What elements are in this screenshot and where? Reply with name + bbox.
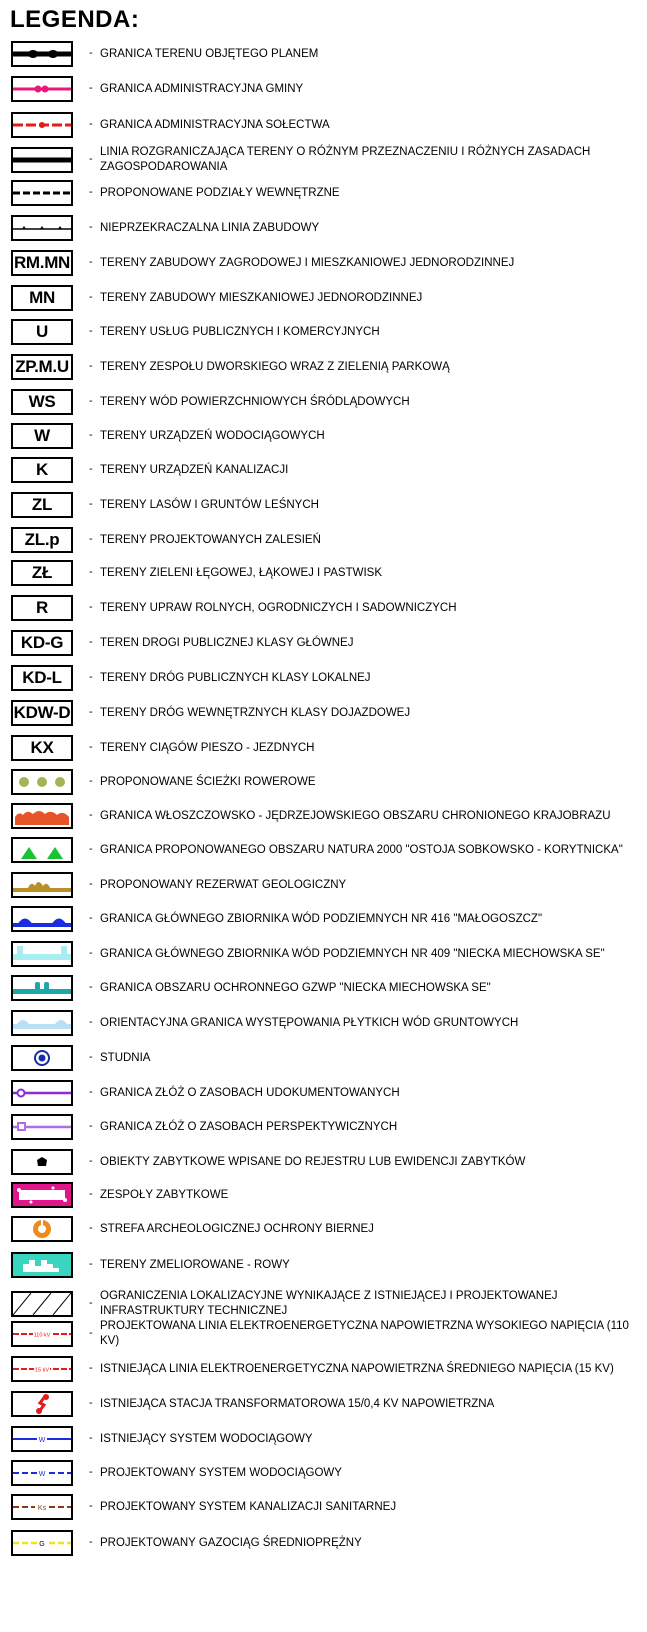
legend-dash: - [89, 47, 93, 59]
legend-symbol-linia-zabudowy [11, 215, 73, 241]
legend-item [0, 906, 647, 932]
legend-symbol-code-label: RM.MN [13, 253, 71, 272]
legend-label: LINIA ROZGRANICZAJĄCA TERENY O RÓŻNYM PRZEZNACZENIU I RÓŻNYCH ZASADACH ZAGOSPODAROWANIA [100, 146, 591, 173]
legend-symbol-zabytki [11, 1149, 73, 1175]
legend-dash: - [89, 498, 93, 510]
legend-symbol-code-label: U [36, 322, 48, 341]
legend-dash: - [89, 1016, 93, 1028]
legend-symbol-code-label: KDW-D [13, 703, 71, 722]
legend-label: TERENY URZĄDZEŃ KANALIZACJI [100, 463, 289, 476]
legend-dash: - [89, 1188, 93, 1200]
legend-symbol-code [11, 285, 73, 311]
legend-dash: - [89, 947, 93, 959]
legend-symbol-studnia [11, 1045, 73, 1071]
legend-symbol-code-label: WS [28, 392, 56, 411]
legend-item [0, 665, 647, 691]
legend-symbol-code [11, 595, 73, 621]
legend-label: TERENY URZĄDZEŃ WODOCIĄGOWYCH [100, 429, 325, 442]
legend-symbol-code-label: W [34, 426, 50, 445]
legend-label: TERENY ZESPOŁU DWORSKIEGO WRAZ Z ZIELENIĄ PARKOWĄ [100, 360, 450, 373]
legend-item [0, 1252, 647, 1278]
legend-symbol-code [11, 700, 73, 726]
legend-item [0, 1182, 647, 1208]
legend-symbol-plytkie [11, 1010, 73, 1036]
legend-symbol-natura [11, 837, 73, 863]
legend-symbol-zmeliorowane [11, 1252, 73, 1278]
legend-symbol-podzialy [11, 180, 73, 206]
legend-dash: - [89, 878, 93, 890]
legend-symbol-ochronny [11, 975, 73, 1001]
svg-text:Ks: Ks [37, 1505, 47, 1512]
legend-label: ISTNIEJĄCA LINIA ELEKTROENERGETYCZNA NAPOWIETRZNA ŚREDNIEGO NAPIĘCIA (15 KV) [100, 1362, 614, 1375]
legend-symbol-code [11, 527, 73, 553]
legend-dash: - [89, 463, 93, 475]
legend-item [0, 975, 647, 1001]
legend-label: TERENY DRÓG PUBLICZNYCH KLASY LOKALNEJ [100, 671, 371, 684]
legend-item [0, 1045, 647, 1071]
legend-symbol-archeo [11, 1216, 73, 1242]
legend-item [0, 76, 647, 102]
legend-item [0, 1356, 647, 1382]
legend-dash: - [89, 82, 93, 94]
legend-dash: - [89, 1536, 93, 1548]
legend-symbol-zloza-persp [11, 1114, 73, 1140]
legend-symbol-code-label: KD-L [22, 668, 62, 687]
legend-dash: - [89, 706, 93, 718]
legend-symbol-code [11, 354, 73, 380]
legend-label: PROJEKTOWANY GAZOCIĄG ŚREDNIOPRĘŻNY [100, 1536, 362, 1549]
legend-symbol-granica-terenu [11, 41, 73, 67]
legend-symbol-wod-proj [11, 1460, 73, 1486]
legend-symbol-code-label: MN [29, 288, 55, 307]
legend-symbol-code-label: KD-G [20, 633, 64, 652]
legend-label: ORIENTACYJNA GRANICA WYSTĘPOWANIA PŁYTKICH WÓD GRUNTOWYCH [100, 1016, 519, 1029]
legend-symbol-gaz-proj [11, 1530, 73, 1556]
legend-label: PROJEKTOWANY SYSTEM WODOCIĄGOWY [100, 1466, 342, 1479]
legend-dash: - [89, 1466, 93, 1478]
svg-text:W: W [38, 1437, 46, 1444]
legend-symbol-code [11, 492, 73, 518]
legend-item [0, 147, 647, 173]
legend-label: ISTNIEJĄCY SYSTEM WODOCIĄGOWY [100, 1432, 313, 1445]
legend-dash: - [89, 981, 93, 993]
legend-symbol-code [11, 389, 73, 415]
legend-label: PROPONOWANE PODZIAŁY WEWNĘTRZNE [100, 186, 340, 199]
legend-symbol-code [11, 630, 73, 656]
legend-label: TERENY CIĄGÓW PIESZO - JEZDNYCH [100, 741, 315, 754]
legend-label: TERENY ZMELIOROWANE - ROWY [100, 1258, 290, 1271]
legend-dash: - [89, 843, 93, 855]
legend-dash: - [89, 912, 93, 924]
legend-item [0, 41, 647, 67]
legend-symbol-code [11, 457, 73, 483]
legend-label: STREFA ARCHEOLOGICZNEJ OCHRONY BIERNEJ [100, 1222, 374, 1235]
legend-symbol-code [11, 735, 73, 761]
legend-symbol-zespoly [11, 1182, 73, 1208]
legend-label: NIEPRZEKRACZALNA LINIA ZABUDOWY [100, 221, 320, 234]
legend-item [0, 457, 647, 483]
legend-item [0, 1291, 647, 1317]
legend-label: TEREN DROGI PUBLICZNEJ KLASY GŁÓWNEJ [100, 636, 354, 649]
legend-label: GRANICA OBSZARU OCHRONNEGO GZWP "NIECKA MIECHOWSKA SE" [100, 981, 491, 994]
legend-item [0, 1321, 647, 1347]
legend-item [0, 837, 647, 863]
legend-item [0, 180, 647, 206]
legend-symbol-code [11, 250, 73, 276]
svg-text:W: W [38, 1471, 46, 1478]
legend-symbol-gzwp409 [11, 941, 73, 967]
legend-item [0, 423, 647, 449]
legend-label: TERENY LASÓW I GRUNTÓW LEŚNYCH [100, 498, 319, 511]
legend-item [0, 1149, 647, 1175]
legend-item [0, 1494, 647, 1520]
legend-label: GRANICA WŁOSZCZOWSKO - JĘDRZEJOWSKIEGO OBSZARU CHRONIONEGO KRAJOBRAZU [100, 809, 611, 822]
legend-item [0, 1426, 647, 1452]
legend-item [0, 527, 647, 553]
legend-item [0, 803, 647, 829]
legend-item [0, 1460, 647, 1486]
legend-dash: - [89, 1362, 93, 1374]
legend-label: OBIEKTY ZABYTKOWE WPISANE DO REJESTRU LUB EWIDENCJI ZABYTKÓW [100, 1155, 526, 1168]
legend-symbol-code-label: KX [30, 738, 54, 757]
svg-text:15 kV: 15 kV [34, 1367, 50, 1374]
legend-dash: - [89, 533, 93, 545]
legend-dash: - [89, 1432, 93, 1444]
legend-symbol-code-label: ZL.p [24, 530, 60, 549]
legend-dash: - [89, 1327, 93, 1339]
legend-label: GRANICA ADMINISTRACYJNA GMINY [100, 82, 304, 95]
legend-dash: - [89, 601, 93, 613]
legend-item [0, 112, 647, 138]
legend-item [0, 492, 647, 518]
legend-dash: - [89, 1297, 93, 1309]
legend-dash: - [89, 429, 93, 441]
legend-dash: - [89, 741, 93, 753]
legend-dash: - [89, 1222, 93, 1234]
legend-dash: - [89, 118, 93, 130]
legend-item [0, 1114, 647, 1140]
legend-item [0, 1080, 647, 1106]
legend-dash: - [89, 291, 93, 303]
legend-item [0, 389, 647, 415]
legend-label: GRANICA ADMINISTRACYJNA SOŁECTWA [100, 118, 330, 131]
legend-symbol-code [11, 319, 73, 345]
legend-dash: - [89, 1397, 93, 1409]
legend-label: ZESPOŁY ZABYTKOWE [100, 1188, 229, 1201]
legend-dash: - [89, 1258, 93, 1270]
legend-dash: - [89, 775, 93, 787]
legend-symbol-linia-rozgraniczajaca [11, 147, 73, 173]
legend-label: GRANICA ZŁÓŻ O ZASOBACH PERSPEKTYWICZNYCH [100, 1120, 398, 1133]
legend-dash: - [89, 221, 93, 233]
legend-label: TERENY PROJEKTOWANYCH ZALESIEŃ [100, 533, 321, 546]
legend-label: PROJEKTOWANA LINIA ELEKTROENERGETYCZNA NAPOWIETRZNA WYSOKIEGO NAPIĘCIA (110 KV) [100, 1320, 629, 1347]
legend-symbol-sciezki [11, 769, 73, 795]
legend-dash: - [89, 636, 93, 648]
legend-symbol-code-label: ZL [31, 495, 53, 514]
legend-symbol-code [11, 560, 73, 586]
legend-item [0, 215, 647, 241]
legend-label: GRANICA GŁÓWNEGO ZBIORNIKA WÓD PODZIEMNYCH NR 416 "MAŁOGOSZCZ" [100, 912, 543, 925]
legend-label: OGRANICZENIA LOKALIZACYJNE WYNIKAJĄCE Z ISTNIEJĄCEJ I PROJEKTOWANEJ INFRASTRUKTURY TECHNICZNEJ [100, 1290, 558, 1317]
legend-dash: - [89, 671, 93, 683]
legend-label: TERENY ZIELENI ŁĘGOWEJ, ŁĄKOWEJ I PASTWISK [100, 566, 383, 579]
legend-label: ISTNIEJĄCA STACJA TRANSFORMATOROWA 15/0,4 KV NAPOWIETRZNA [100, 1397, 495, 1410]
legend-label: TERENY WÓD POWIERZCHNIOWYCH ŚRÓDLĄDOWYCH [100, 395, 410, 408]
legend-item [0, 1391, 647, 1417]
legend-symbol-code-label: ZŁ [31, 563, 53, 582]
legend-item [0, 735, 647, 761]
legend-label: GRANICA GŁÓWNEGO ZBIORNIKA WÓD PODZIEMNYCH NR 409 "NIECKA MIECHOWSKA SE" [100, 947, 605, 960]
legend-label: TERENY DRÓG WEWNĘTRZNYCH KLASY DOJAZDOWEJ [100, 706, 411, 719]
legend-symbol-stacja [11, 1391, 73, 1417]
legend-label: TERENY ZABUDOWY MIESZKANIOWEJ JEDNORODZINNEJ [100, 291, 423, 304]
legend-symbol-rezerwat [11, 872, 73, 898]
legend-item [0, 595, 647, 621]
legend-item [0, 1530, 647, 1556]
legend-symbol-granica-solectwa [11, 112, 73, 138]
legend-item [0, 250, 647, 276]
legend-label: STUDNIA [100, 1051, 151, 1064]
legend-dash: - [89, 256, 93, 268]
legend-symbol-granica-gminy [11, 76, 73, 102]
legend-symbol-linia15 [11, 1356, 73, 1382]
legend-item [0, 1010, 647, 1036]
legend-symbol-zloza-udok [11, 1080, 73, 1106]
legend-label: TERENY ZABUDOWY ZAGRODOWEJ I MIESZKANIOWEJ JEDNORODZINNEJ [100, 256, 515, 269]
legend-dash: - [89, 186, 93, 198]
legend-symbol-ograniczenia [11, 1291, 73, 1317]
legend-dash: - [89, 325, 93, 337]
legend-label: GRANICA ZŁÓŻ O ZASOBACH UDOKUMENTOWANYCH [100, 1086, 400, 1099]
legend-label: PROPONOWANE ŚCIEŻKI ROWEROWE [100, 775, 316, 788]
legend-symbol-code [11, 665, 73, 691]
legend-dash: - [89, 153, 93, 165]
legend-label: TERENY USŁUG PUBLICZNYCH I KOMERCYJNYCH [100, 325, 380, 338]
legend-dash: - [89, 809, 93, 821]
legend-item [0, 941, 647, 967]
svg-text:110 kV: 110 kV [33, 1332, 51, 1339]
legend-symbol-gzwp416 [11, 906, 73, 932]
legend-dash: - [89, 1120, 93, 1132]
legend-dash: - [89, 360, 93, 372]
legend-symbol-code-label: K [36, 460, 48, 479]
legend-symbol-kan-proj [11, 1494, 73, 1520]
legend-label: GRANICA TERENU OBJĘTEGO PLANEM [100, 47, 319, 60]
legend-dash: - [89, 1086, 93, 1098]
legend-item [0, 560, 647, 586]
legend-item [0, 630, 647, 656]
legend-symbol-okch [11, 803, 73, 829]
legend-symbol-code-label: R [36, 598, 48, 617]
legend-label: GRANICA PROPONOWANEGO OBSZARU NATURA 2000 "OSTOJA SOBKOWSKO - KORYTNICKA" [100, 843, 623, 856]
legend-dash: - [89, 395, 93, 407]
legend-label: TERENY UPRAW ROLNYCH, OGRODNICZYCH I SADOWNICZYCH [100, 601, 457, 614]
legend-symbol-code [11, 423, 73, 449]
legend-item [0, 285, 647, 311]
legend-item [0, 354, 647, 380]
legend-item [0, 700, 647, 726]
legend-dash: - [89, 1155, 93, 1167]
legend-symbol-code-label: ZP.M.U [15, 357, 69, 376]
legend-label: PROJEKTOWANY SYSTEM KANALIZACJI SANITARNEJ [100, 1500, 397, 1513]
svg-text:G: G [39, 1541, 45, 1548]
legend-symbol-linia110 [11, 1321, 73, 1347]
legend-dash: - [89, 1051, 93, 1063]
legend-title: LEGENDA: [10, 6, 140, 33]
legend-item [0, 319, 647, 345]
legend-label: PROPONOWANY REZERWAT GEOLOGICZNY [100, 878, 347, 891]
legend-dash: - [89, 1500, 93, 1512]
legend-symbol-wod-ist [11, 1426, 73, 1452]
legend-item [0, 1216, 647, 1242]
legend-item [0, 872, 647, 898]
legend-item [0, 769, 647, 795]
legend-dash: - [89, 566, 93, 578]
